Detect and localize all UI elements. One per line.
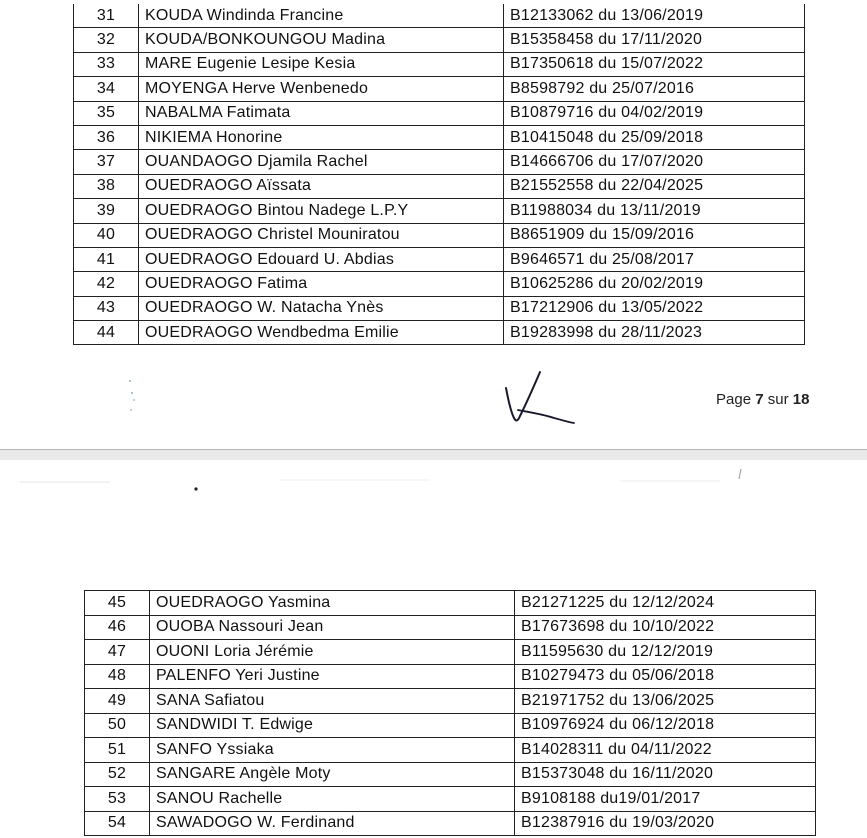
row-reference: B17350618 du 15/07/2022 (504, 52, 805, 76)
row-number: 46 (85, 615, 150, 640)
row-number: 48 (85, 664, 150, 689)
row-name: SANGARE Angèle Moty (150, 762, 515, 787)
row-number: 35 (74, 101, 139, 125)
table-row (74, 296, 805, 320)
row-reference: B15358458 du 17/11/2020 (504, 28, 805, 52)
row-name: OUEDRAOGO Aïssata (139, 174, 504, 198)
page-label: Page (716, 391, 752, 408)
row-reference: B8598792 du 25/07/2016 (504, 77, 805, 101)
table-row (85, 615, 816, 640)
handwritten-signature (498, 366, 580, 428)
row-number: 44 (74, 321, 139, 345)
row-reference: B15373048 du 16/11/2020 (515, 762, 816, 787)
row-reference: B10279473 du 05/06/2018 (515, 664, 816, 689)
row-number: 33 (74, 52, 139, 76)
row-reference: B8651909 du 15/09/2016 (504, 223, 805, 247)
row-name: OUEDRAOGO Christel Mouniratou (139, 223, 504, 247)
row-number: 52 (85, 762, 150, 787)
row-reference: B10415048 du 25/09/2018 (504, 125, 805, 149)
row-reference: B17673698 du 10/10/2022 (515, 615, 816, 640)
row-number: 45 (85, 591, 150, 616)
row-number: 49 (85, 689, 150, 714)
row-reference: B11595630 du 12/12/2019 (515, 640, 816, 665)
row-reference: B11988034 du 13/11/2019 (504, 199, 805, 223)
roster-table-body (85, 591, 816, 836)
row-reference: B17212906 du 13/05/2022 (504, 296, 805, 320)
row-name: SANOU Rachelle (150, 787, 515, 812)
table-row (74, 150, 805, 174)
scan-speck-mark (122, 376, 142, 416)
row-name: MOYENGA Herve Wenbenedo (139, 77, 504, 101)
table-row (74, 321, 805, 345)
row-reference: B21971752 du 13/06/2025 (515, 689, 816, 714)
row-reference: B9108188 du19/01/2017 (515, 787, 816, 812)
roster-table (84, 590, 816, 836)
table-row (74, 125, 805, 149)
row-number: 40 (74, 223, 139, 247)
scan-noise-strip (0, 460, 867, 500)
document-page-8 (0, 460, 867, 838)
row-number: 38 (74, 174, 139, 198)
row-number: 31 (74, 4, 139, 28)
table-row (85, 713, 816, 738)
row-name: SANDWIDI T. Edwige (150, 713, 515, 738)
row-reference: B14666706 du 17/07/2020 (504, 150, 805, 174)
row-number: 36 (74, 125, 139, 149)
roster-table-body (74, 4, 805, 345)
row-reference: B12387916 du 19/03/2020 (515, 811, 816, 836)
table-row (74, 77, 805, 101)
row-name: OUEDRAOGO Fatima (139, 272, 504, 296)
table-row (85, 591, 816, 616)
roster-table (73, 4, 805, 345)
table-row (85, 640, 816, 665)
row-number: 50 (85, 713, 150, 738)
row-reference: B21271225 du 12/12/2024 (515, 591, 816, 616)
table-row (85, 689, 816, 714)
row-name: KOUDA Windinda Francine (139, 4, 504, 28)
page-total: 18 (792, 391, 810, 408)
row-number: 42 (74, 272, 139, 296)
table-row (85, 762, 816, 787)
table-row (74, 4, 805, 28)
table-row (74, 272, 805, 296)
table-row (74, 247, 805, 271)
row-reference: B12133062 du 13/06/2019 (504, 4, 805, 28)
table-row (85, 664, 816, 689)
row-name: OUOBA Nassouri Jean (150, 615, 515, 640)
row-reference: B14028311 du 04/11/2022 (515, 738, 816, 763)
table-row (74, 174, 805, 198)
row-name: OUEDRAOGO W. Natacha Ynès (139, 296, 504, 320)
row-name: SANA Safiatou (150, 689, 515, 714)
row-name: OUANDAOGO Djamila Rachel (139, 150, 504, 174)
row-name: NIKIEMA Honorine (139, 125, 504, 149)
row-name: OUEDRAOGO Edouard U. Abdias (139, 247, 504, 271)
row-number: 53 (85, 787, 150, 812)
row-name: OUEDRAOGO Wendbedma Emilie (139, 321, 504, 345)
row-name: SAWADOGO W. Ferdinand (150, 811, 515, 836)
row-reference: B10976924 du 06/12/2018 (515, 713, 816, 738)
row-name: MARE Eugenie Lesipe Kesia (139, 52, 504, 76)
table-row (74, 223, 805, 247)
row-name: NABALMA Fatimata (139, 101, 504, 125)
row-name: OUEDRAOGO Bintou Nadege L.P.Y (139, 199, 504, 223)
table-row (85, 738, 816, 763)
table-row (74, 199, 805, 223)
row-reference: B10625286 du 20/02/2019 (504, 272, 805, 296)
row-number: 47 (85, 640, 150, 665)
row-number: 43 (74, 296, 139, 320)
table-row (74, 101, 805, 125)
table-row (85, 811, 816, 836)
row-number: 54 (85, 811, 150, 836)
row-number: 41 (74, 247, 139, 271)
row-number: 34 (74, 77, 139, 101)
row-name: OUEDRAOGO Yasmina (150, 591, 515, 616)
row-number: 32 (74, 28, 139, 52)
table-row (74, 28, 805, 52)
page-current: 7 (755, 391, 764, 408)
row-reference: B10879716 du 04/02/2019 (504, 101, 805, 125)
row-reference: B19283998 du 28/11/2023 (504, 321, 805, 345)
page-separator: sur (767, 391, 789, 408)
row-name: PALENFO Yeri Justine (150, 664, 515, 689)
row-reference: B9646571 du 25/08/2017 (504, 247, 805, 271)
row-number: 37 (74, 150, 139, 174)
page-number (716, 391, 809, 408)
row-reference: B21552558 du 22/04/2025 (504, 174, 805, 198)
table-row (85, 787, 816, 812)
row-name: OUONI Loria Jérémie (150, 640, 515, 665)
row-number: 51 (85, 738, 150, 763)
row-name: SANFO Yssiaka (150, 738, 515, 763)
row-name: KOUDA/BONKOUNGOU Madina (139, 28, 504, 52)
table-row (74, 52, 805, 76)
row-number: 39 (74, 199, 139, 223)
